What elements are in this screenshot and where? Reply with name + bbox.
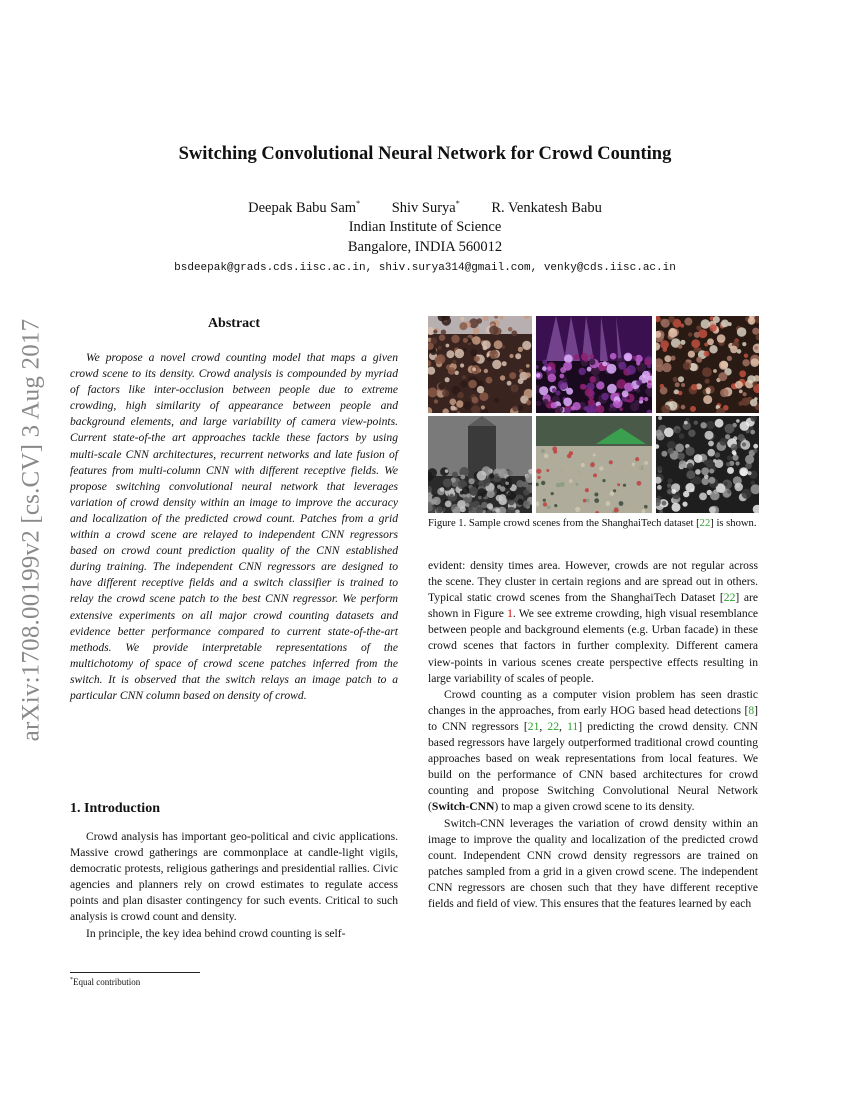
right-column-body xyxy=(428,558,758,912)
introduction-paragraph: In principle, the key idea behind crowd counting is self- xyxy=(86,926,346,940)
author-name: Shiv Surya* xyxy=(391,199,460,216)
body-paragraph: Switch-CNN leverages the variation of crowd density within an image to improve the quality and localization of the predicted crowd count. Independent CNN crowd density regressors are trained on patches sampled from a grid in a given crowd scene. The independent CNN regressors are chosen such that they have different receptive fields and field of view. This ensures that the features learned by each xyxy=(428,816,758,910)
introduction-heading: 1. Introduction xyxy=(70,801,160,816)
figure-caption: Figure 1. Sample crowd scenes from the ShanghaiTech dataset [22] is shown. xyxy=(428,518,757,529)
crowd-photo-dense-gray xyxy=(656,416,759,513)
arxiv-stamp xyxy=(6,290,56,770)
author-list xyxy=(0,199,850,217)
crowd-photo-concert xyxy=(536,316,652,413)
abstract-heading: Abstract xyxy=(207,316,261,331)
citation-link[interactable]: 22 xyxy=(723,591,736,605)
crowd-photo-aerial-square xyxy=(536,416,652,513)
affiliation-institute: Indian Institute of Science xyxy=(348,219,502,235)
author-emails: bsdeepak@grads.cds.iisc.ac.in, shiv.surya314@gmail.com, venky@cds.iisc.ac.in xyxy=(174,262,676,274)
figure-ref-link[interactable]: 1 xyxy=(507,607,513,621)
abstract-body xyxy=(70,350,398,704)
arxiv-stamp-text: arXiv:1708.00199v2 [cs.CV] 3 Aug 2017 xyxy=(17,318,44,742)
citation-link[interactable]: 8 xyxy=(748,703,755,717)
crowd-photo-street xyxy=(656,316,759,413)
crowd-photo-stadium xyxy=(428,316,532,413)
affiliation-location: Bangalore, INDIA 560012 xyxy=(347,239,503,255)
citation-link[interactable]: 22 xyxy=(547,719,560,733)
abstract-text: We propose a novel crowd counting model that maps a given crowd scene to its density. Crowd analysis is compounded by myriad of factors like inter-occlusion between people due to extreme crowding, high similarity of appearance between people and background elements, and large variability of camera view-points. Current state-of-the art approaches tackle these factors by using multi-scale CNN architectures, recurrent networks and late fusion of features from multi-column CNN with different receptive fields. We propose switching convolutional neural network that leverages variation of crowd density within an image to improve the accuracy and localization of the predicted crowd count. Patches from a grid within a crowd scene are relayed to independent CNN regressors based on crowd count prediction quality of the CNN established during training. The independent CNN regressors are designed to have different receptive fields and a switch classifier is trained to relay the crowd scene patch to the best CNN regressor. We perform extensive experiments on all major crowd counting datasets and evidence better performance compared to current state-of-the-art methods. We provide interpretable representations of the multichotomy of space of crowd scene patches inferred from the switch. It is observed that the switch relays an image patch to a particular CNN column based on density of crowd. xyxy=(70,351,398,702)
footnote-rule xyxy=(70,972,200,973)
figure-image-grid xyxy=(428,316,759,513)
body-paragraph: Crowd counting as a computer vision problem has seen drastic changes in the approaches, from early HOG based head detections [8] to CNN regressors [21, 22, 11] predicting the crowd density. CNN based regressors have largely outperformed traditional crowd counting approaches based on weak representations from local features. We build on the performance of CNN based architectures for crowd counting and propose Switching Convolutional Neural Network (Switch-CNN) to map a given crowd scene to its density. xyxy=(428,687,759,814)
introduction-body xyxy=(70,829,398,942)
body-paragraph: evident: density times area. However, crowds are not regular across the scene. They cluster in certain regions and are spread out in others. Typical static crowd scenes from the ShanghaiTech Dataset [22] are shown in Figure 1. We see extreme crowding, high visual resemblance between people and background elements (e.g. Urban facade) in these crowd scenes that factors in further complexity. Different camera view-points in various scenes create perspective effects resulting in large variability of scales of people. xyxy=(428,559,758,685)
citation-link[interactable]: 11 xyxy=(567,719,579,733)
crowd-photo-facade-gray xyxy=(428,416,532,513)
citation-link[interactable]: 22 xyxy=(699,518,711,529)
introduction-paragraph: Crowd analysis has important geo-political and civic applications. Massive crowd gatherings are commonplace at candle-light vigils, democratic protests, religious gatherings and presidential rallies. Civic agencies and planners rely on crowd estimates to regulate access points and plan disaster contingency for such events. Critical to such analysis is crowd count and density. xyxy=(70,830,398,924)
paper-title: Switching Convolutional Neural Network for Crowd Counting xyxy=(178,144,672,164)
author-name: Deepak Babu Sam* xyxy=(248,199,361,216)
citation-link[interactable]: 21 xyxy=(527,719,540,733)
footnote: *Equal contribution xyxy=(70,977,141,987)
author-name: R. Venkatesh Babu xyxy=(491,199,602,216)
